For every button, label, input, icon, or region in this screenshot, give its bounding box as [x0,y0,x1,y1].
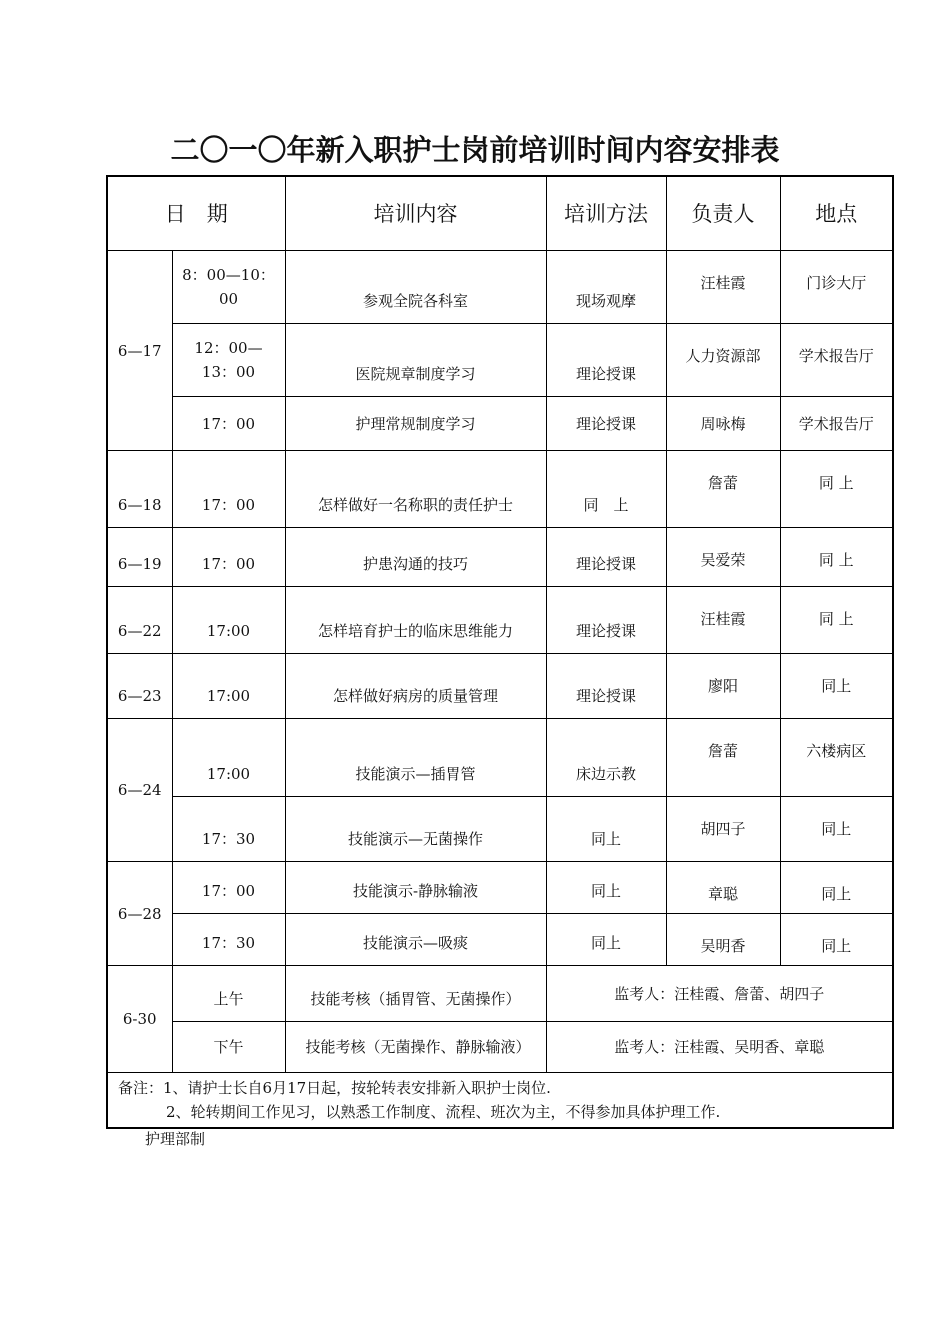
note-line-1: 备注：1、请护士长自6月17日起，按轮转表安排新入职护士岗位. [118,1079,551,1097]
header-content: 培训内容 [285,176,546,251]
date-cell: 6—24 [107,719,172,862]
place-cell: 门诊大厅 [780,251,893,324]
place-cell: 学术报告厅 [780,324,893,397]
time-cell: 17：00 [172,862,285,914]
method-cell: 理论授课 [546,654,666,719]
date-cell: 6—23 [107,654,172,719]
content-cell: 技能考核（插胃管、无菌操作） [285,966,546,1022]
date-cell: 6—17 [107,251,172,451]
place-cell: 同 上 [780,587,893,654]
method-cell: 理论授课 [546,587,666,654]
schedule-table [106,175,894,1129]
header-method: 培训方法 [546,176,666,251]
person-cell: 章聪 [666,862,780,914]
table-row [107,528,893,587]
place-cell: 同 上 [780,528,893,587]
page-title: 二〇一〇年新入职护士岗前培训时间内容安排表 [170,133,780,167]
time-cell: 17：00 [172,528,285,587]
date-cell: 6—18 [107,451,172,528]
table-row [107,324,893,397]
time-cell: 17:00 [172,654,285,719]
time-cell: 17：30 [172,914,285,966]
content-cell: 技能演示—无菌操作 [285,797,546,862]
person-cell: 吴明香 [666,914,780,966]
table-row [107,862,893,914]
table-row [107,587,893,654]
person-cell: 汪桂霞 [666,251,780,324]
method-cell: 床边示教 [546,719,666,797]
content-cell: 技能考核（无菌操作、静脉输液） [285,1022,546,1073]
time-cell: 17:00 [172,719,285,797]
time-cell: 8：00—10：00 [172,251,285,324]
table-row [107,251,893,324]
header-place: 地点 [780,176,893,251]
method-cell: 同上 [546,914,666,966]
content-cell: 怎样做好病房的质量管理 [285,654,546,719]
table-header-row [107,176,893,251]
footer-signature: 护理部制 [145,1130,206,1148]
method-cell: 理论授课 [546,528,666,587]
method-cell: 理论授课 [546,397,666,451]
note-line-2: 2、轮转期间工作见习，以熟悉工作制度、流程、班次为主，不得参加具体护理工作. [166,1103,721,1121]
time-cell: 下午 [172,1022,285,1073]
place-cell: 六楼病区 [780,719,893,797]
content-cell: 技能演示—插胃管 [285,719,546,797]
person-cell: 人力资源部 [666,324,780,397]
table-row [107,1022,893,1073]
place-cell: 同 上 [780,451,893,528]
content-cell: 技能演示-静脉输液 [285,862,546,914]
time-cell: 上午 [172,966,285,1022]
content-cell: 技能演示—吸痰 [285,914,546,966]
header-person: 负责人 [666,176,780,251]
person-cell: 吴爱荣 [666,528,780,587]
table-row [107,797,893,862]
header-date: 日 期 [107,176,285,251]
table-row [107,654,893,719]
person-cell: 胡四子 [666,797,780,862]
place-cell: 同上 [780,654,893,719]
content-cell: 护患沟通的技巧 [285,528,546,587]
content-cell: 怎样培育护士的临床思维能力 [285,587,546,654]
person-cell: 汪桂霞 [666,587,780,654]
time-cell: 17：00 [172,397,285,451]
notes-cell [107,1073,893,1129]
content-cell: 医院规章制度学习 [285,324,546,397]
time-cell: 17：30 [172,797,285,862]
date-cell: 6—28 [107,862,172,966]
table-row [107,719,893,797]
date-cell: 6-30 [107,966,172,1073]
method-cell: 现场观摩 [546,251,666,324]
table-row [107,966,893,1022]
date-cell: 6—19 [107,528,172,587]
examiner-cell: 监考人：汪桂霞、詹蕾、胡四子 [546,966,893,1022]
time-cell: 12：00—13：00 [172,324,285,397]
person-cell: 周咏梅 [666,397,780,451]
date-cell: 6—22 [107,587,172,654]
content-cell: 参观全院各科室 [285,251,546,324]
place-cell: 学术报告厅 [780,397,893,451]
table-row [107,397,893,451]
examiner-cell: 监考人：汪桂霞、吴明香、章聪 [546,1022,893,1073]
time-cell: 17:00 [172,587,285,654]
method-cell: 同 上 [546,451,666,528]
table-row [107,451,893,528]
place-cell: 同上 [780,914,893,966]
notes-row [107,1073,893,1129]
time-cell: 17：00 [172,451,285,528]
content-cell: 怎样做好一名称职的责任护士 [285,451,546,528]
method-cell: 同上 [546,797,666,862]
content-cell: 护理常规制度学习 [285,397,546,451]
method-cell: 同上 [546,862,666,914]
person-cell: 廖阳 [666,654,780,719]
place-cell: 同上 [780,862,893,914]
method-cell: 理论授课 [546,324,666,397]
person-cell: 詹蕾 [666,719,780,797]
person-cell: 詹蕾 [666,451,780,528]
table-row [107,914,893,966]
place-cell: 同上 [780,797,893,862]
